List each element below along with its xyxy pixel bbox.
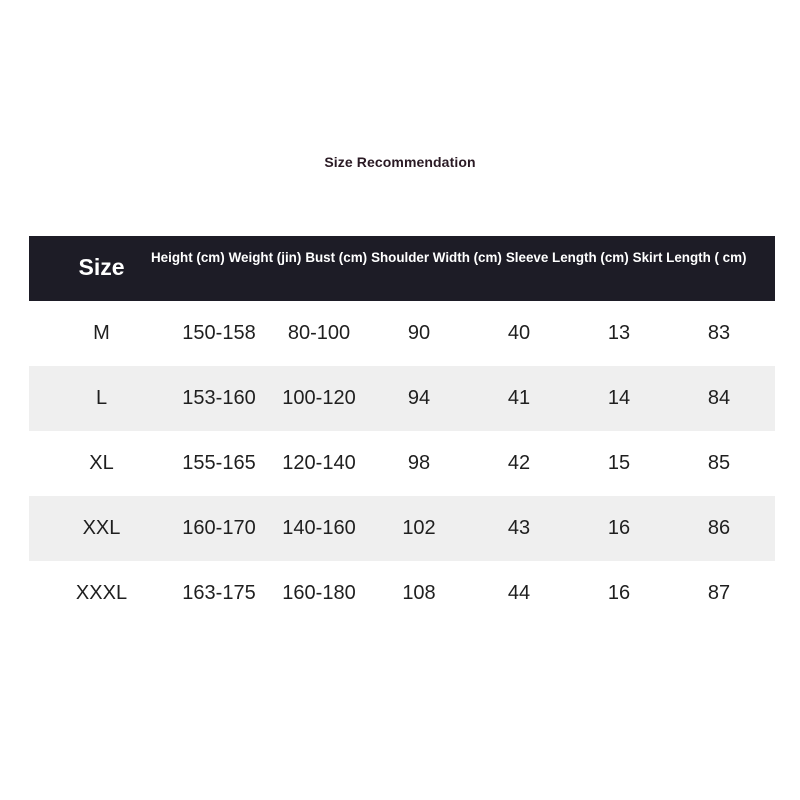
header-shoulder-width: Shoulder Width (cm) (371, 250, 502, 265)
cell-size: XL (89, 452, 114, 474)
cell-sleeve: 16 (607, 582, 631, 604)
table-row (29, 431, 775, 496)
cell-height: 155-165 (182, 452, 256, 474)
cell-height: 160-170 (182, 517, 256, 539)
table-row (29, 496, 775, 561)
cell-height: 153-160 (182, 387, 256, 409)
header-height: Height (cm) (151, 250, 225, 265)
cell-shoulder: 40 (507, 322, 531, 344)
cell-sleeve: 16 (607, 517, 631, 539)
cell-sleeve: 15 (607, 452, 631, 474)
table-row (29, 561, 775, 626)
header-bust: Bust (cm) (305, 250, 368, 265)
page-title: Size Recommendation (324, 154, 476, 170)
table-row (29, 301, 775, 366)
header-size: Size (78, 254, 125, 280)
cell-size: L (95, 387, 108, 409)
cell-shoulder: 41 (507, 387, 531, 409)
cell-weight: 140-160 (282, 517, 356, 539)
cell-size: M (93, 322, 110, 344)
cell-shoulder: 43 (507, 517, 531, 539)
cell-sleeve: 14 (607, 387, 631, 409)
cell-size: XXL (82, 517, 121, 539)
cell-height: 150-158 (182, 322, 256, 344)
cell-skirt: 87 (707, 582, 731, 604)
table-header (29, 236, 775, 301)
table-row (29, 366, 775, 431)
cell-height: 163-175 (182, 582, 256, 604)
cell-weight: 80-100 (287, 322, 351, 344)
cell-bust: 94 (407, 387, 431, 409)
cell-weight: 120-140 (282, 452, 356, 474)
cell-skirt: 84 (707, 387, 731, 409)
cell-weight: 100-120 (282, 387, 356, 409)
cell-size: XXXL (75, 582, 128, 604)
cell-bust: 108 (402, 582, 436, 604)
cell-sleeve: 13 (607, 322, 631, 344)
header-skirt-length: Skirt Length ( cm) (632, 250, 747, 265)
cell-skirt: 86 (707, 517, 731, 539)
cell-shoulder: 44 (507, 582, 531, 604)
header-columns (151, 249, 761, 266)
header-sleeve-length: Sleeve Length (cm) (505, 250, 629, 265)
size-table (29, 236, 775, 626)
cell-weight: 160-180 (282, 582, 356, 604)
cell-bust: 90 (407, 322, 431, 344)
cell-bust: 98 (407, 452, 431, 474)
cell-shoulder: 42 (507, 452, 531, 474)
cell-skirt: 83 (707, 322, 731, 344)
cell-skirt: 85 (707, 452, 731, 474)
cell-bust: 102 (402, 517, 436, 539)
header-weight: Weight (jin) (228, 250, 302, 265)
